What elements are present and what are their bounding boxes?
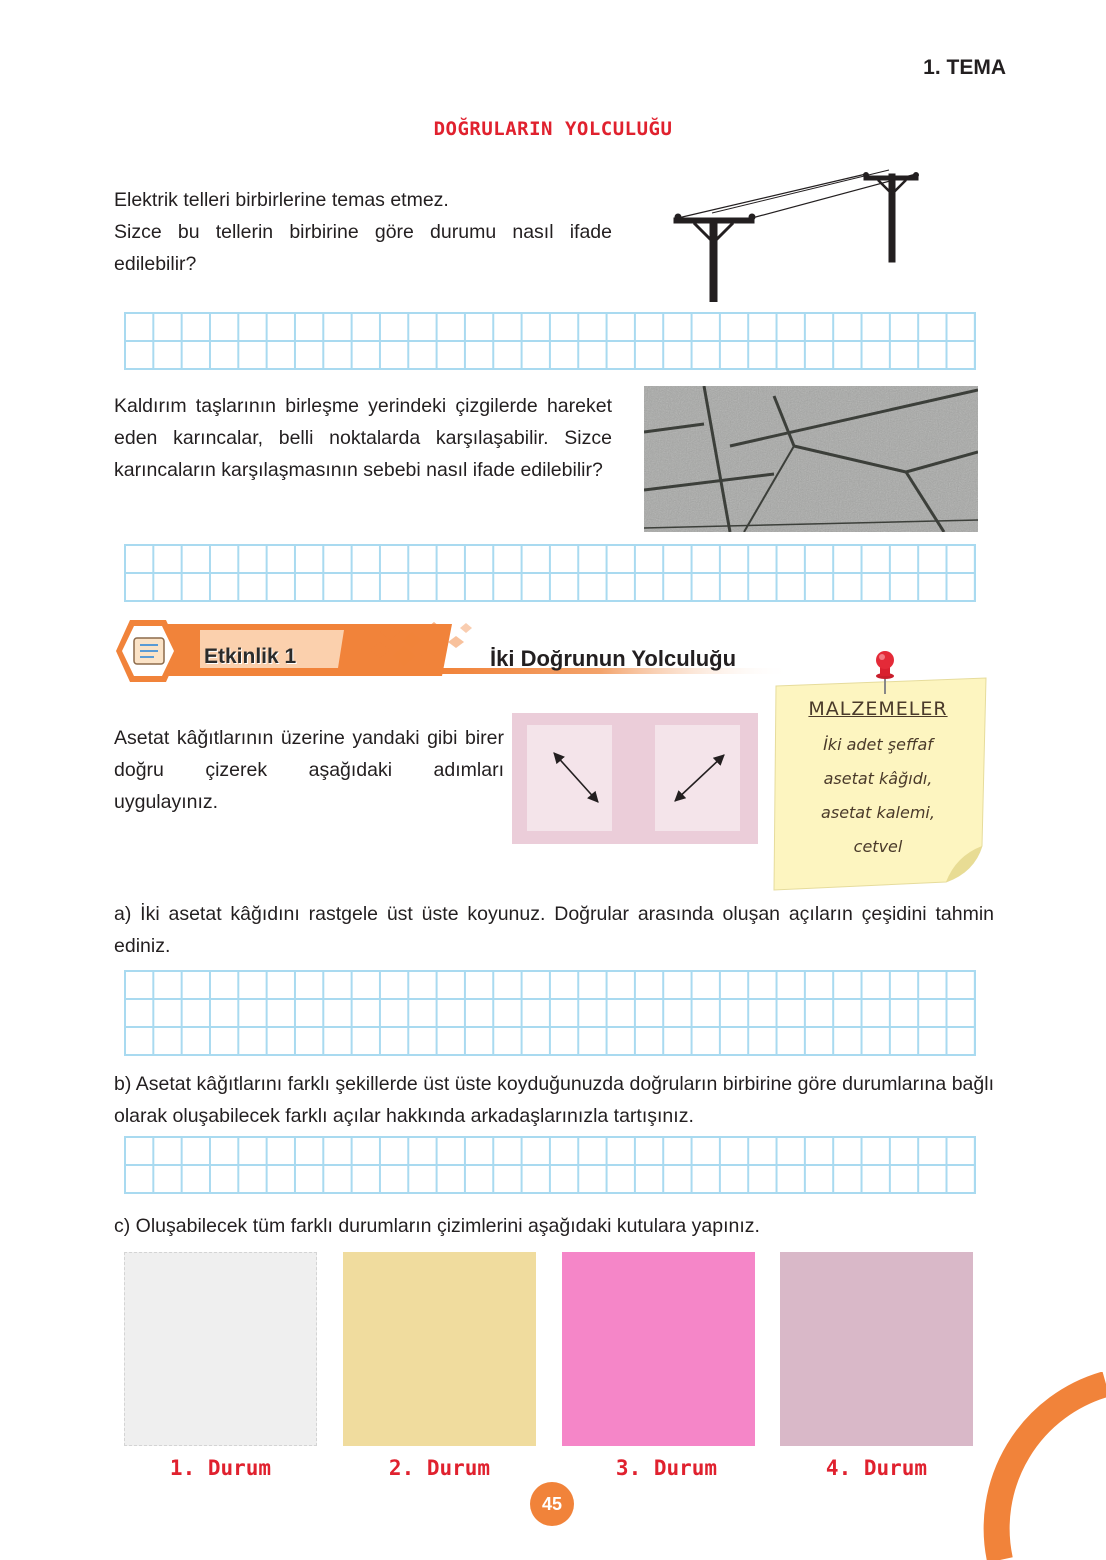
intro-line-1: Elektrik telleri birbirlerine temas etmez. [114, 189, 449, 211]
activity-instruction: Asetat kâğıtlarının üzerine yandaki gibi birer doğru çizerek aşağıdaki adımları uygulayınız. [114, 727, 504, 813]
push-pin-icon [870, 650, 900, 696]
paving-stones-photo [644, 386, 978, 532]
drawing-box-4[interactable] [780, 1252, 973, 1446]
power-pole-illustration [664, 160, 930, 302]
materials-item: İki adet şeffaf [823, 735, 933, 754]
step-b: b) Asetat kâğıtlarını farklı şekillerde üst üste koyduğunuzda doğruların birbirine göre durumlarına bağlı olarak oluşabilecek farklı açılar hakkında arkadaşlarınızla tartışınız. [114, 1073, 994, 1127]
theme-label: 1. TEMA [923, 56, 1006, 79]
answer-grid-2[interactable] [124, 544, 976, 602]
answer-grid-a[interactable] [124, 970, 976, 1056]
step-c: c) Oluşabilecek tüm farklı durumların çizimlerini aşağıdaki kutulara yapınız. [114, 1215, 760, 1237]
activity-title: İki Doğrunun Yolculuğu [490, 646, 737, 671]
materials-item: asetat kalemi, [821, 803, 935, 822]
activity-label: Etkinlik 1 [204, 645, 297, 668]
step-a: a) İki asetat kâğıdını rastgele üst üste koyunuz. Doğrular arasında oluşan açıların çeşidini tahmin ediniz. [114, 903, 994, 957]
materials-heading: MALZEMELER [808, 698, 948, 720]
decorative-arc [960, 1372, 1106, 1560]
intro-line-2: Sizce bu tellerin birbirine göre durumu nasıl ifade edilebilir? [114, 221, 612, 275]
drawing-box-1[interactable] [124, 1252, 317, 1446]
box-label-2: 2. Durum [388, 1456, 491, 1480]
materials-item: cetvel [853, 837, 903, 856]
materials-list [780, 698, 976, 864]
intro-paragraph-1 [114, 184, 612, 280]
answer-grid-b[interactable] [124, 1136, 976, 1194]
box-label-1: 1. Durum [169, 1456, 272, 1480]
box-label-3: 3. Durum [615, 1456, 718, 1480]
box-label-4: 4. Durum [825, 1456, 928, 1480]
intro-paragraph-2: Kaldırım taşlarının birleşme yerindeki çizgilerde hareket eden karıncalar, belli noktalarda karşılaşabilir. Sizce karıncaların karşılaşmasının sebebi nasıl ifade edilebilir? [114, 395, 612, 481]
answer-grid-1[interactable] [124, 312, 976, 370]
acetate-sheets-illustration [512, 713, 758, 844]
drawing-box-2[interactable] [343, 1252, 536, 1446]
drawing-box-3[interactable] [562, 1252, 755, 1446]
page-title: DOĞRULARIN YOLCULUĞU [433, 118, 673, 140]
page-number: 45 [530, 1482, 574, 1526]
materials-item: asetat kâğıdı, [823, 769, 933, 788]
